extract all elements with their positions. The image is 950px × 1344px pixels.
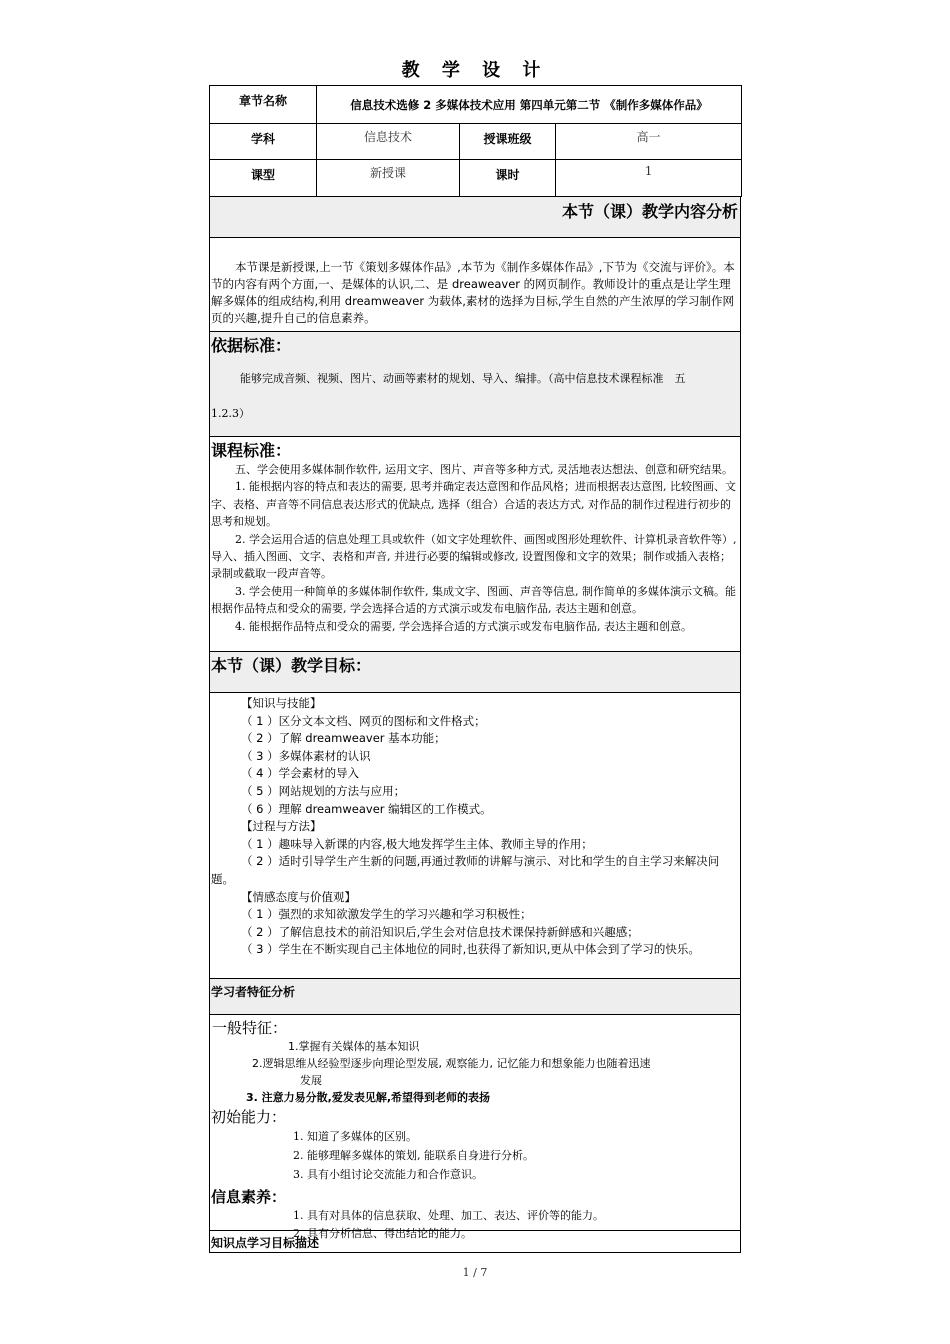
basis-standard-heading: 依据标准： <box>211 336 292 355</box>
initial-ability-item: 1. 知道了多媒体的区别。 <box>293 1130 417 1143</box>
general-feature-item: 2.逻辑思维从经验型逐步向理论型发展, 观察能力, 记忆能力和想象能力也随着迅速 <box>252 1057 651 1070</box>
goal-category: 【情感态度与价值观】 <box>241 889 356 904</box>
goal-item: （ 2 ）适时引导学生产生新的问题,再通过教师的讲解与演示、对比和学生的自主学习来解决问题。 <box>211 854 720 886</box>
class-value: 高一 <box>556 124 742 160</box>
curriculum-standard-section <box>209 437 741 652</box>
initial-ability-item: 3. 具有小组讨论交流能力和合作意识。 <box>293 1168 483 1181</box>
general-feature-item: 发展 <box>300 1074 322 1087</box>
curriculum-standard-paragraph: 五、学会使用多媒体制作软件, 运用文字、图片、声音等多种方式, 灵活地表达想法、创意和研究结果。 <box>235 463 733 476</box>
initial-ability-item: 2. 能够理解多媒体的策划, 能联系自身进行分析。 <box>293 1149 534 1162</box>
information-literacy-item: 1. 具有对具体的信息获取、处理、加工、表达、评价等的能力。 <box>293 1209 604 1222</box>
general-feature-item: 1.掌握有关媒体的基本知识 <box>288 1040 420 1053</box>
goal-item: （ 4 ）学会素材的导入 <box>241 766 360 781</box>
goal-item: （ 6 ）理解 dreamweaver 编辑区的工作模式。 <box>241 801 492 816</box>
document-title: 教 学 设 计 <box>401 60 549 81</box>
chapter-value: 信息技术选修 2 多媒体技术应用 第四单元第二节 《制作多媒体作品》 <box>317 86 742 124</box>
chapter-label: 章节名称 <box>210 86 317 124</box>
goal-category: 【知识与技能】 <box>241 696 322 710</box>
learner-analysis-body <box>209 1015 741 1240</box>
lesson-hours-value: 1 <box>556 160 742 197</box>
basis-standard-line-2: 1.2.3） <box>211 407 250 420</box>
lesson-info-table <box>209 85 742 197</box>
basis-standard-line-1: 能够完成音频、视频、图片、动画等素材的规划、导入、编排。（高中信息技术课程标准 五 <box>240 372 686 385</box>
content-analysis-heading: 本节（课）教学内容分析 <box>561 202 738 221</box>
curriculum-standard-heading: 课程标准： <box>211 441 292 460</box>
lesson-type-label: 课型 <box>210 160 317 197</box>
goal-item: （ 1 ）区分文本文档、网页的图标和文件格式； <box>241 713 486 728</box>
initial-ability-heading: 初始能力： <box>211 1108 287 1126</box>
subject-value: 信息技术 <box>317 124 460 160</box>
curriculum-standard-paragraph: 4. 能根据作品特点和受众的需要, 学会选择合适的方式演示或发布电脑作品, 表达主题和创意。 <box>235 619 692 633</box>
learner-analysis-heading: 学习者特征分析 <box>211 985 296 999</box>
goal-item: （ 2 ）了解信息技术的前沿知识后,学生会对信息技术课保持新鲜感和兴趣感； <box>241 924 639 939</box>
information-literacy-heading: 信息素养： <box>211 1188 287 1206</box>
lesson-hours-label: 课时 <box>460 160 556 197</box>
goal-item: （ 2 ）了解 dreamweaver 基本功能； <box>241 731 446 746</box>
page-number: 1 / 7 <box>462 1266 488 1279</box>
teaching-goals-body <box>209 693 741 979</box>
content-analysis-body <box>209 238 741 332</box>
learner-analysis-header <box>209 979 741 1015</box>
goal-category: 【过程与方法】 <box>241 819 322 834</box>
basis-standard-section <box>209 332 741 437</box>
goal-item: （ 3 ）多媒体素材的认识 <box>241 748 371 763</box>
subject-label: 学科 <box>210 124 317 160</box>
curriculum-standard-paragraph: 1. 能根据内容的特点和表达的需要, 思考并确定表达意图和作品风格；进而根据表达意图, 比较图画、文字、表格、声音等不同信息表达形式的优缺点, 选择（组合）合适的表达方式, 对作品的制作过程进行初步的思考和规划。 <box>211 480 736 529</box>
general-features-heading: 一般特征： <box>212 1019 288 1037</box>
teaching-goals-heading: 本节（课）教学目标： <box>211 656 372 675</box>
lesson-type-value: 新授课 <box>317 160 460 197</box>
lesson-plan-document <box>209 85 741 1253</box>
knowledge-goal-header <box>209 1231 741 1253</box>
curriculum-standard-paragraph: 3. 学会使用一种简单的多媒体制作软件, 集成文字、图画、声音等信息, 制作简单的多媒体演示文稿。能根据作品特点和受众的需要, 学会选择合适的方式演示或发布电脑作品, 表达主题和创意。 <box>211 584 736 616</box>
knowledge-goal-heading: 知识点学习目标描述 <box>211 1236 320 1250</box>
information-literacy-item: 2. 具有分析信息、得出结论的能力。 <box>293 1227 472 1240</box>
goal-item: （ 5 ）网站规划的方法与应用； <box>241 783 406 798</box>
general-feature-item: 3. 注意力易分散,爱发表见解,希望得到老师的表扬 <box>246 1091 491 1104</box>
teaching-goals-header <box>209 652 741 693</box>
goal-item: （ 1 ）趣味导入新课的内容,极大地发挥学生主体、教师主导的作用； <box>241 836 593 851</box>
class-label: 授课班级 <box>460 124 556 160</box>
curriculum-standard-paragraph: 2. 学会运用合适的信息处理工具或软件（如文字处理软件、画图或图形处理软件、计算机录音软件等）, 导入、插入图画、文字、表格和声音, 并进行必要的编辑或修改, 设置图像和文字的效果；制作或插入表格；录制或截取一段声音等。 <box>211 532 737 581</box>
goal-item: （ 1 ）强烈的求知欲激发学生的学习兴趣和学习积极性； <box>241 907 532 922</box>
content-analysis-header <box>209 197 741 238</box>
goal-item: （ 3 ）学生在不断实现自己主体地位的同时,也获得了新知识,更从中体会到了学习的快乐。 <box>241 942 700 957</box>
content-analysis-text: 本节课是新授课,上一节《策划多媒体作品》,本节为《制作多媒体作品》,下节为《交流与评价》。本节的内容有两个方面,一、是媒体的认识,二、是 dreaweaver 的网页制作。教师设计的重点是让学生理解多媒体的组成结构,利用 dreamweaver 为载体,素材的选择为目标,学生自然的产生浓厚的学习制作网页的兴趣,提升自己的信息素养。 <box>211 260 735 325</box>
